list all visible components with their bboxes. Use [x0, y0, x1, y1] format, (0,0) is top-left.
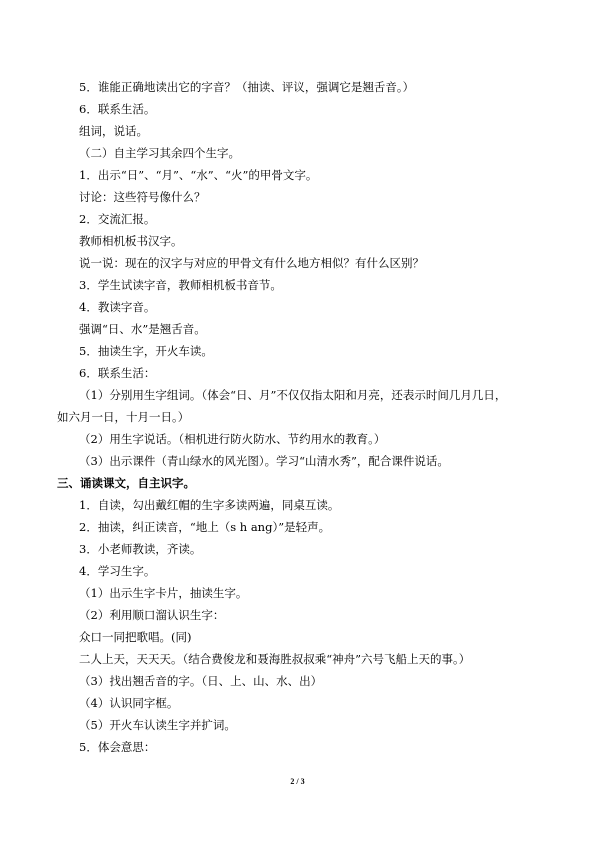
text-line: 3．学生试读字音，教师相机板书音节。 — [79, 278, 282, 292]
text-line: 1．自读，勾出戴红帽的生字多读两遍，同桌互读。 — [79, 498, 340, 512]
text-line: 4．学习生字。 — [79, 564, 156, 578]
text-line: （二）自主学习其余四个生字。 — [79, 146, 240, 160]
text-line: 5．谁能正确地读出它的字音？（抽读、评议，强调它是翘舌音。） — [79, 80, 415, 94]
text-line: 教师相机板书汉字。 — [79, 234, 183, 248]
page-number: 2 / 3 — [290, 777, 305, 786]
text-line: （3）找出翘舌音的字。（日、上、山、水、出） — [79, 674, 323, 688]
text-line: 说一说：现在的汉字与对应的甲骨文有什么地方相似？有什么区别？ — [79, 256, 424, 270]
text-line: 5．抽读生字，开火车读。 — [79, 344, 213, 358]
text-line: 讨论：这些符号像什么？ — [79, 190, 206, 204]
text-line: （5）开火车认读生字并扩词。 — [79, 718, 236, 732]
text-line: 强调“日、水”是翘舌音。 — [79, 322, 206, 336]
text-line: 5．体会意思： — [79, 740, 156, 754]
text-line: 二人上天，天天天。（结合费俊龙和聂海胜叔叔乘“神舟”六号飞船上天的事。） — [79, 652, 471, 666]
text-line: （1）分别用生字组词。（体会“日、月”不仅仅指太阳和月亮，还表示时间几月几日， — [79, 388, 507, 402]
text-line: （4）认识同字框。 — [79, 696, 179, 710]
text-line: （3）出示课件（青山绿水的风光图）。学习“山清水秀”，配合课件说话。 — [79, 454, 449, 468]
text-line: （1）出示生字卡片，抽读生字。 — [79, 586, 248, 600]
text-line: （2）利用顺口溜认识生字： — [79, 608, 225, 622]
text-line: 组词，说话。 — [79, 124, 148, 138]
text-line: 众口一同把歌唱。(同) — [79, 630, 192, 644]
text-line: 3．小老师教读，齐读。 — [79, 542, 202, 556]
text-line: 4．教读字音。 — [79, 300, 156, 314]
text-line: 6．联系生活。 — [79, 102, 156, 116]
text-line: 6．联系生活： — [79, 366, 156, 380]
text-line: 如六月一日，十月一日。） — [57, 410, 190, 424]
section-heading: 三、诵读课文，自主识字。 — [57, 476, 195, 490]
text-line: 2．抽读，纠正读音，“地上（s h ang）”是轻声。 — [79, 520, 331, 534]
text-line: 1．出示“日”、“月”、“水”、“火”的甲骨文字。 — [79, 168, 318, 182]
text-line: 2．交流汇报。 — [79, 212, 156, 226]
text-line: （2）用生字说话。（相机进行防火防水、节约用水的教育。） — [79, 432, 386, 446]
